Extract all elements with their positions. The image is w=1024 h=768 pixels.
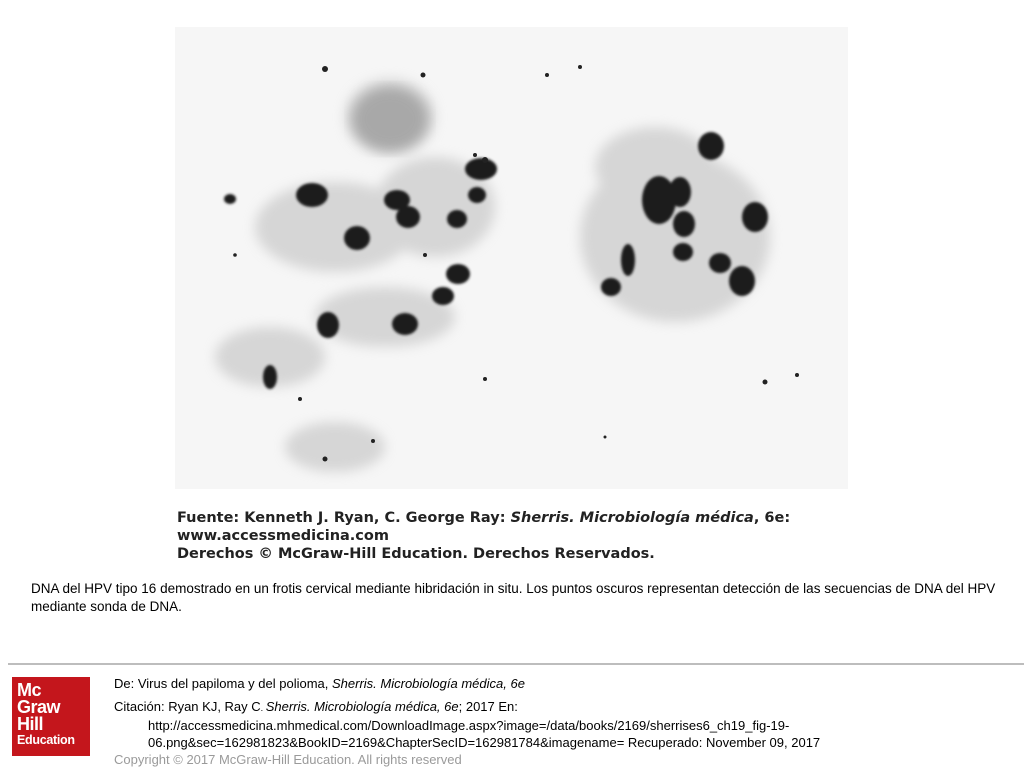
credit-line-rights: Derechos © McGraw-Hill Education. Derechos Reservados. (177, 546, 655, 562)
citation-block (114, 675, 1014, 768)
figure-credit (175, 489, 848, 562)
divider (8, 663, 1024, 665)
credit-line-source: Fuente: Kenneth J. Ryan, C. George Ray: Sherris. Microbiología médica, 6e: (177, 510, 791, 526)
source-line: De: Virus del papiloma y del polioma, Sherris. Microbiología médica, 6e (114, 676, 525, 691)
credit-line-website: www.accessmedicina.com (177, 528, 389, 544)
download-url-line-1[interactable]: http://accessmedicina.mhmedical.com/DownloadImage.aspx?image=/data/books/2169/sherrises6_ch19_fig-19- (148, 718, 790, 733)
download-url-line-2[interactable]: 06.png&sec=162981823&BookID=2169&ChapterSecID=162981784&imagename= Recuperado: November 09, 2017 (148, 735, 821, 750)
citation-line: Citación: Ryan KJ, Ray C. Sherris. Microbiología médica, 6e; 2017 En: (114, 699, 518, 714)
copyright-notice: Copyright © 2017 McGraw-Hill Education. All rights reserved (114, 752, 462, 767)
micrograph-image (175, 27, 848, 489)
figure-caption: DNA del HPV tipo 16 demostrado en un frotis cervical mediante hibridación in situ. Los puntos oscuros representan detección de las secuencias de DNA del HPV mediante sonda de DNA. (31, 581, 996, 614)
mcgraw-hill-logo: Mc Graw Hill Education (12, 677, 90, 756)
micrograph-figure (175, 27, 848, 562)
